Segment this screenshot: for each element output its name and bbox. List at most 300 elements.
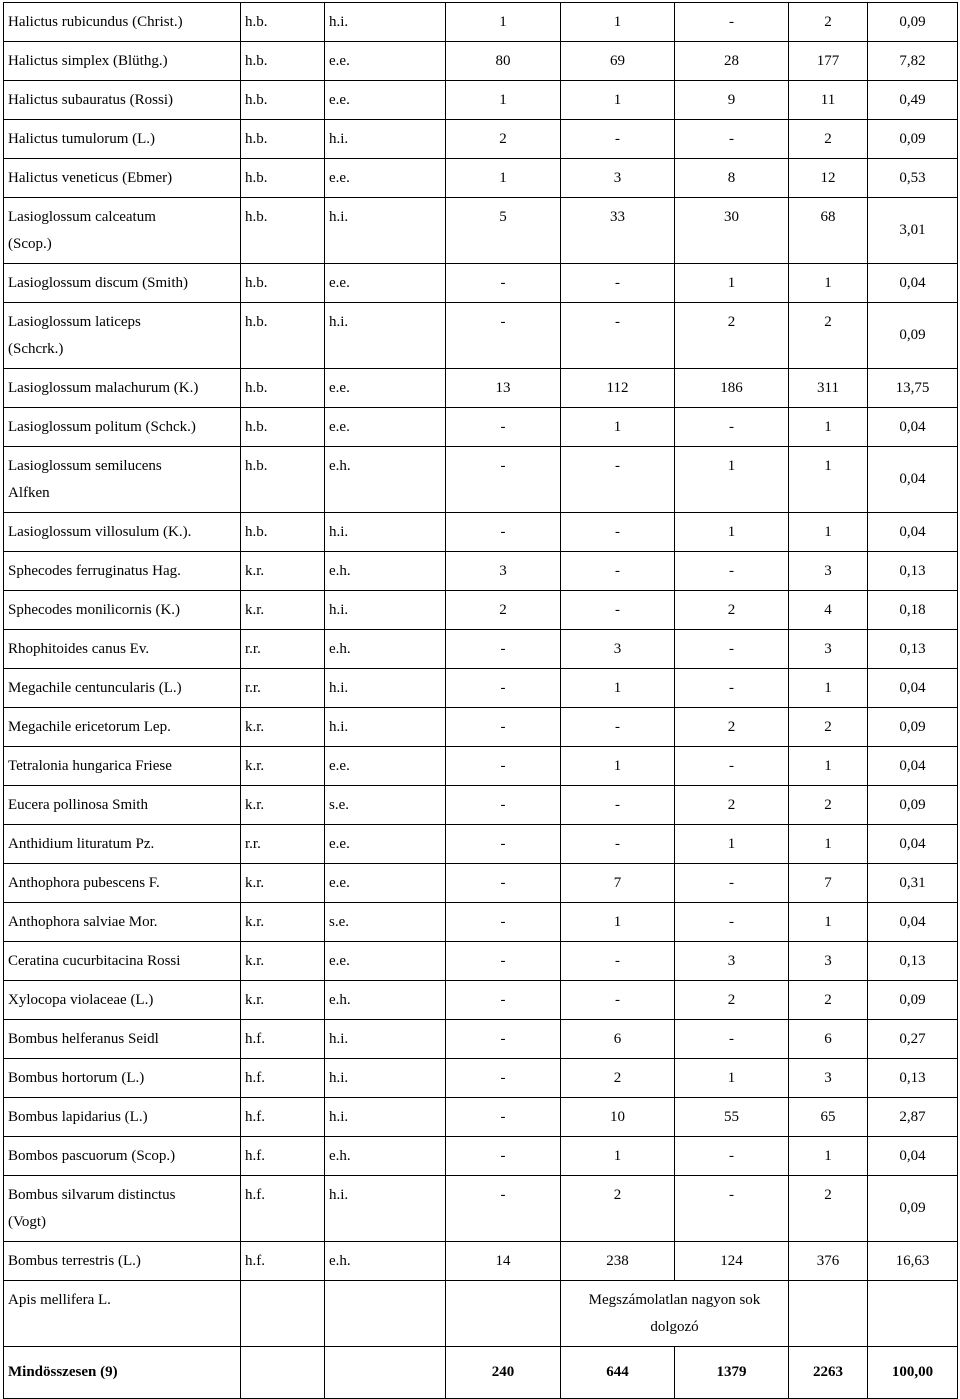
count-1-cell: -	[446, 513, 561, 552]
percent-cell: 0,04	[868, 747, 958, 786]
sum-cell: 2	[789, 708, 868, 747]
sum-cell: 376	[789, 1242, 868, 1281]
count-2-cell: 6	[561, 1020, 675, 1059]
count-3-cell: 124	[675, 1242, 789, 1281]
count-2-cell: -	[561, 447, 675, 513]
species-name-line: Anthidium lituratum Pz.	[8, 836, 155, 852]
code-1-cell: h.b.	[241, 408, 325, 447]
count-2-cell: -	[561, 513, 675, 552]
sum-cell: 1	[789, 825, 868, 864]
species-name-line: Lasioglossum laticeps	[8, 314, 141, 330]
table-row	[4, 1059, 958, 1098]
count-3-cell: -	[675, 747, 789, 786]
count-1-cell: -	[446, 864, 561, 903]
count-2-cell: 10	[561, 1098, 675, 1137]
species-name	[4, 81, 241, 120]
species-name-line: Ceratina cucurbitacina Rossi	[8, 953, 181, 969]
count-1-cell	[446, 1281, 561, 1347]
species-name	[4, 198, 241, 264]
sum-cell: 311	[789, 369, 868, 408]
species-name	[4, 1176, 241, 1242]
uncounted-note-line: dolgozó	[650, 1319, 699, 1335]
species-name	[4, 120, 241, 159]
code-1-cell: h.f.	[241, 1059, 325, 1098]
sum-cell: 2	[789, 303, 868, 369]
count-1-cell: 1	[446, 81, 561, 120]
species-name	[4, 408, 241, 447]
count-2-cell: 33	[561, 198, 675, 264]
code-1-cell: h.b.	[241, 81, 325, 120]
code-1-cell: h.b.	[241, 369, 325, 408]
percent-cell: 0,04	[868, 825, 958, 864]
code-1-cell: h.b.	[241, 303, 325, 369]
code-1-cell: k.r.	[241, 942, 325, 981]
table-row	[4, 942, 958, 981]
table-row	[4, 3, 958, 42]
sum-cell	[789, 1281, 868, 1347]
percent-cell: 0,49	[868, 81, 958, 120]
count-2-cell: 3	[561, 630, 675, 669]
code-2-cell: h.i.	[325, 1059, 446, 1098]
sum-cell: 7	[789, 864, 868, 903]
code-2-cell: h.i.	[325, 1176, 446, 1242]
count-3-cell: 1	[675, 513, 789, 552]
code-2-cell: h.i.	[325, 669, 446, 708]
code-1-cell: h.f.	[241, 1242, 325, 1281]
table-row	[4, 903, 958, 942]
code-2-cell: e.e.	[325, 747, 446, 786]
count-1-cell: -	[446, 981, 561, 1020]
percent-cell: 0,04	[868, 447, 958, 513]
count-1-cell: -	[446, 669, 561, 708]
count-3-cell: 9	[675, 81, 789, 120]
count-3-cell: 3	[675, 942, 789, 981]
count-1-cell: -	[446, 264, 561, 303]
sum-cell: 3	[789, 942, 868, 981]
total-count-3: 1379	[675, 1347, 789, 1399]
code-1-cell: k.r.	[241, 552, 325, 591]
percent-cell: 0,04	[868, 264, 958, 303]
table-body	[4, 3, 958, 1399]
species-name-line: Megachile ericetorum Lep.	[8, 719, 171, 735]
species-name	[4, 264, 241, 303]
species-name-line: Xylocopa violaceae (L.)	[8, 992, 154, 1008]
table-row	[4, 1242, 958, 1281]
code-1-cell: h.b.	[241, 513, 325, 552]
species-name-line: Bombus lapidarius (L.)	[8, 1109, 148, 1125]
code-1-cell: k.r.	[241, 747, 325, 786]
percent-cell: 0,09	[868, 708, 958, 747]
count-2-cell: -	[561, 120, 675, 159]
count-3-cell: 1	[675, 1059, 789, 1098]
species-name	[4, 1020, 241, 1059]
species-author-line: Alfken	[8, 485, 50, 501]
species-name-line: Bombos pascuorum (Scop.)	[8, 1148, 176, 1164]
species-name	[4, 1059, 241, 1098]
code-2-cell: e.h.	[325, 630, 446, 669]
species-name	[4, 747, 241, 786]
species-author-line: (Vogt)	[8, 1214, 47, 1230]
sum-cell: 11	[789, 81, 868, 120]
table-row	[4, 591, 958, 630]
count-2-cell: 2	[561, 1059, 675, 1098]
code-2-cell: e.e.	[325, 42, 446, 81]
count-1-cell: 14	[446, 1242, 561, 1281]
species-name: Apis mellifera L.	[4, 1281, 241, 1347]
code-2-cell: h.i.	[325, 3, 446, 42]
count-3-cell: 2	[675, 303, 789, 369]
count-1-cell: -	[446, 303, 561, 369]
code-1-cell: k.r.	[241, 864, 325, 903]
species-name	[4, 513, 241, 552]
species-name-line: Sphecodes ferruginatus Hag.	[8, 563, 181, 579]
percent-cell: 0,04	[868, 408, 958, 447]
code-2-cell: h.i.	[325, 513, 446, 552]
table-row	[4, 786, 958, 825]
count-3-cell: 186	[675, 369, 789, 408]
sum-cell: 177	[789, 42, 868, 81]
table-row	[4, 447, 958, 513]
percent-cell: 0,09	[868, 120, 958, 159]
sum-cell: 65	[789, 1098, 868, 1137]
count-1-cell: -	[446, 630, 561, 669]
sum-cell: 3	[789, 552, 868, 591]
count-1-cell: -	[446, 825, 561, 864]
count-2-cell: 3	[561, 159, 675, 198]
count-2-cell: -	[561, 942, 675, 981]
percent-cell	[868, 1281, 958, 1347]
code-1-cell: r.r.	[241, 669, 325, 708]
percent-cell: 0,31	[868, 864, 958, 903]
count-1-cell: -	[446, 708, 561, 747]
code-2-cell	[325, 1281, 446, 1347]
sum-cell: 1	[789, 1137, 868, 1176]
species-name-line: Bombus terrestris (L.)	[8, 1253, 141, 1269]
sum-cell: 3	[789, 630, 868, 669]
species-name	[4, 825, 241, 864]
code-2-cell: h.i.	[325, 1098, 446, 1137]
code-1-cell: h.b.	[241, 3, 325, 42]
species-name-line: Lasioglossum malachurum (K.)	[8, 380, 199, 396]
species-author-line: (Schcrk.)	[8, 341, 64, 357]
count-3-cell: -	[675, 3, 789, 42]
species-name	[4, 786, 241, 825]
table-row	[4, 708, 958, 747]
count-1-cell: 2	[446, 591, 561, 630]
percent-cell: 2,87	[868, 1098, 958, 1137]
count-3-cell: 2	[675, 981, 789, 1020]
count-2-cell: -	[561, 264, 675, 303]
count-3-cell: -	[675, 669, 789, 708]
species-name-line: Sphecodes monilicornis (K.)	[8, 602, 181, 618]
species-name-line: Bombus helferanus Seidl	[8, 1031, 159, 1047]
count-1-cell: 5	[446, 198, 561, 264]
count-2-cell: 69	[561, 42, 675, 81]
species-name	[4, 1098, 241, 1137]
code-2-cell: h.i.	[325, 1020, 446, 1059]
sum-cell: 1	[789, 408, 868, 447]
code-1-cell: h.b.	[241, 447, 325, 513]
count-3-cell: -	[675, 1020, 789, 1059]
code-2-cell: e.h.	[325, 552, 446, 591]
percent-cell: 0,09	[868, 786, 958, 825]
count-1-cell: -	[446, 1176, 561, 1242]
sum-cell: 6	[789, 1020, 868, 1059]
code-1-cell: k.r.	[241, 708, 325, 747]
table-row	[4, 369, 958, 408]
species-name	[4, 630, 241, 669]
code-1-cell: h.f.	[241, 1137, 325, 1176]
percent-cell: 0,04	[868, 903, 958, 942]
percent-cell: 0,09	[868, 303, 958, 369]
table-row	[4, 1137, 958, 1176]
percent-cell: 3,01	[868, 198, 958, 264]
species-name-line: Halictus tumulorum (L.)	[8, 131, 156, 147]
count-1-cell: 1	[446, 159, 561, 198]
code-2-cell: e.e.	[325, 159, 446, 198]
sum-cell: 68	[789, 198, 868, 264]
species-name-line: Anthophora salviae Mor.	[8, 914, 158, 930]
count-1-cell: -	[446, 1020, 561, 1059]
count-1-cell: 2	[446, 120, 561, 159]
percent-cell: 0,04	[868, 669, 958, 708]
count-2-cell: 1	[561, 408, 675, 447]
count-3-cell: -	[675, 1137, 789, 1176]
percent-cell: 0,09	[868, 1176, 958, 1242]
code-2-cell: h.i.	[325, 120, 446, 159]
count-1-cell: -	[446, 903, 561, 942]
table-row	[4, 1020, 958, 1059]
count-2-cell: -	[561, 708, 675, 747]
count-2-cell: 1	[561, 747, 675, 786]
code-2-cell: e.e.	[325, 408, 446, 447]
percent-cell: 0,13	[868, 1059, 958, 1098]
code-1-cell: h.f.	[241, 1020, 325, 1059]
species-name-line: Eucera pollinosa Smith	[8, 797, 148, 813]
sum-cell: 2	[789, 1176, 868, 1242]
species-name	[4, 369, 241, 408]
code-2-cell: h.i.	[325, 198, 446, 264]
sum-cell: 1	[789, 513, 868, 552]
count-1-cell: 80	[446, 42, 561, 81]
count-2-cell: 2	[561, 1176, 675, 1242]
table-row	[4, 981, 958, 1020]
code-1-cell: r.r.	[241, 825, 325, 864]
count-2-cell: 1	[561, 1137, 675, 1176]
count-2-cell: -	[561, 981, 675, 1020]
table-row	[4, 303, 958, 369]
table-row	[4, 1176, 958, 1242]
code-1-cell	[241, 1347, 325, 1399]
table-row	[4, 120, 958, 159]
count-2-cell: 1	[561, 81, 675, 120]
total-sum: 2263	[789, 1347, 868, 1399]
species-name-line: Bombus silvarum distinctus	[8, 1187, 176, 1203]
count-1-cell: 3	[446, 552, 561, 591]
count-2-cell: -	[561, 786, 675, 825]
total-row	[4, 1347, 958, 1399]
count-3-cell: -	[675, 864, 789, 903]
species-name-line: Lasioglossum semilucens	[8, 458, 162, 474]
count-2-cell: 1	[561, 3, 675, 42]
count-3-cell: -	[675, 903, 789, 942]
count-3-cell: 2	[675, 591, 789, 630]
count-1-cell: 13	[446, 369, 561, 408]
code-1-cell: k.r.	[241, 786, 325, 825]
code-1-cell: h.b.	[241, 159, 325, 198]
count-3-cell: -	[675, 120, 789, 159]
sum-cell: 1	[789, 903, 868, 942]
percent-cell: 0,04	[868, 513, 958, 552]
code-1-cell: k.r.	[241, 981, 325, 1020]
count-3-cell: -	[675, 1176, 789, 1242]
code-1-cell: h.b.	[241, 42, 325, 81]
code-1-cell: h.b.	[241, 264, 325, 303]
species-name	[4, 708, 241, 747]
count-3-cell: -	[675, 630, 789, 669]
species-name	[4, 42, 241, 81]
uncounted-note-line: Megszámolatlan nagyon sok	[588, 1292, 761, 1308]
count-1-cell: -	[446, 1059, 561, 1098]
code-2-cell: e.h.	[325, 981, 446, 1020]
code-1-cell: h.f.	[241, 1176, 325, 1242]
code-2-cell	[325, 1347, 446, 1399]
percent-cell: 16,63	[868, 1242, 958, 1281]
code-2-cell: s.e.	[325, 903, 446, 942]
percent-cell: 0,13	[868, 552, 958, 591]
sum-cell: 3	[789, 1059, 868, 1098]
species-table	[3, 2, 958, 1399]
table-row	[4, 1098, 958, 1137]
sum-cell: 2	[789, 786, 868, 825]
species-name-line: Halictus rubicundus (Christ.)	[8, 14, 183, 30]
uncounted-note	[561, 1281, 789, 1347]
species-name	[4, 3, 241, 42]
species-name	[4, 942, 241, 981]
species-name-line: Rhophitoides canus Ev.	[8, 641, 150, 657]
percent-cell: 0,18	[868, 591, 958, 630]
count-2-cell: -	[561, 303, 675, 369]
species-name	[4, 1242, 241, 1281]
species-name	[4, 981, 241, 1020]
species-name-line: Lasioglossum politum (Schck.)	[8, 419, 196, 435]
count-3-cell: -	[675, 552, 789, 591]
code-1-cell: k.r.	[241, 591, 325, 630]
table-row	[4, 159, 958, 198]
count-3-cell: 30	[675, 198, 789, 264]
percent-cell: 7,82	[868, 42, 958, 81]
species-name	[4, 159, 241, 198]
table-row	[4, 864, 958, 903]
code-1-cell: h.b.	[241, 198, 325, 264]
code-2-cell: e.e.	[325, 942, 446, 981]
species-name	[4, 669, 241, 708]
species-name	[4, 552, 241, 591]
species-name	[4, 864, 241, 903]
sum-cell: 1	[789, 747, 868, 786]
species-name	[4, 591, 241, 630]
code-1-cell: h.b.	[241, 120, 325, 159]
species-name-line: Lasioglossum villosulum (K.).	[8, 524, 192, 540]
table-row	[4, 630, 958, 669]
species-name-line: Anthophora pubescens F.	[8, 875, 160, 891]
percent-cell: 0,09	[868, 981, 958, 1020]
code-2-cell: h.i.	[325, 708, 446, 747]
table-row	[4, 669, 958, 708]
code-1-cell	[241, 1281, 325, 1347]
species-author-line: (Scop.)	[8, 236, 52, 252]
sum-cell: 4	[789, 591, 868, 630]
code-1-cell: r.r.	[241, 630, 325, 669]
species-name-line: Megachile centuncularis (L.)	[8, 680, 182, 696]
count-1-cell: -	[446, 786, 561, 825]
species-name	[4, 447, 241, 513]
sum-cell: 2	[789, 981, 868, 1020]
sum-cell: 1	[789, 447, 868, 513]
table-row	[4, 408, 958, 447]
percent-cell: 0,53	[868, 159, 958, 198]
total-count-2: 644	[561, 1347, 675, 1399]
species-name-line: Halictus veneticus (Ebmer)	[8, 170, 173, 186]
code-2-cell: e.e.	[325, 264, 446, 303]
code-1-cell: h.f.	[241, 1098, 325, 1137]
species-name-line: Halictus simplex (Blüthg.)	[8, 53, 168, 69]
table-row-apis	[4, 1281, 958, 1347]
code-2-cell: e.h.	[325, 447, 446, 513]
sum-cell: 1	[789, 669, 868, 708]
sum-cell: 12	[789, 159, 868, 198]
count-1-cell: -	[446, 408, 561, 447]
count-2-cell: 1	[561, 669, 675, 708]
count-3-cell: 8	[675, 159, 789, 198]
count-1-cell: -	[446, 1137, 561, 1176]
count-3-cell: 2	[675, 786, 789, 825]
code-2-cell: e.e.	[325, 864, 446, 903]
count-3-cell: 55	[675, 1098, 789, 1137]
species-name	[4, 903, 241, 942]
species-name	[4, 1137, 241, 1176]
code-1-cell: k.r.	[241, 903, 325, 942]
sum-cell: 1	[789, 264, 868, 303]
total-percent: 100,00	[868, 1347, 958, 1399]
count-1-cell: -	[446, 747, 561, 786]
count-3-cell: 2	[675, 708, 789, 747]
count-2-cell: -	[561, 825, 675, 864]
table-row	[4, 825, 958, 864]
count-1-cell: -	[446, 942, 561, 981]
count-2-cell: 1	[561, 903, 675, 942]
count-3-cell: 28	[675, 42, 789, 81]
table-row	[4, 747, 958, 786]
count-2-cell: 112	[561, 369, 675, 408]
sum-cell: 2	[789, 3, 868, 42]
count-3-cell: -	[675, 408, 789, 447]
count-2-cell: -	[561, 552, 675, 591]
count-2-cell: 238	[561, 1242, 675, 1281]
species-name	[4, 303, 241, 369]
code-2-cell: e.h.	[325, 1137, 446, 1176]
percent-cell: 13,75	[868, 369, 958, 408]
code-2-cell: s.e.	[325, 786, 446, 825]
code-2-cell: h.i.	[325, 591, 446, 630]
table-row	[4, 264, 958, 303]
count-1-cell: -	[446, 447, 561, 513]
code-2-cell: e.e.	[325, 825, 446, 864]
count-2-cell: 7	[561, 864, 675, 903]
count-3-cell: 1	[675, 264, 789, 303]
code-2-cell: e.e.	[325, 369, 446, 408]
percent-cell: 0,04	[868, 1137, 958, 1176]
